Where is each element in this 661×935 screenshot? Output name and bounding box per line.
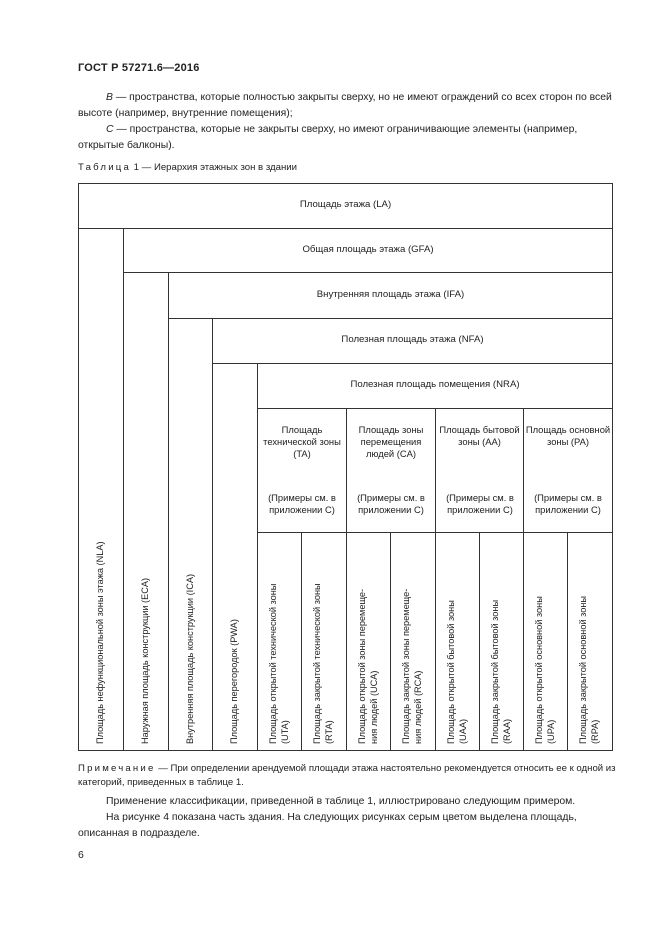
- row-net-floor-area: Полезная площадь этажа (NFA): [341, 334, 484, 345]
- table-note: [78, 762, 618, 790]
- subzone-upa-line1: Площадь открытой основной зоны: [534, 596, 544, 744]
- subzone-rta: [312, 583, 335, 744]
- row-internal-floor-area: Внутренняя площадь этажа (IFA): [316, 289, 465, 300]
- subzone-upa: [534, 596, 557, 744]
- document-header: ГОСТ Р 57271.6—2016: [78, 62, 200, 74]
- vertical-label-nla: Площадь нефункциональной зоны этажа (NLA): [95, 541, 105, 744]
- subzone-uca-line1: Площадь открытой зоны перемеще-: [357, 588, 367, 744]
- intro-text-c: — пространства, которые не закрыты сверху, но имеют ограничивающие элементы (например, открытые балконы).: [78, 124, 578, 151]
- subzone-uca-line2: ния людей (UCA): [368, 670, 379, 744]
- category-primary-examples: (Примеры см. в приложении С): [534, 492, 602, 515]
- subzone-uta-line2: (UTA): [279, 720, 290, 744]
- vertical-label-pwa: Площадь перегородок (PWA): [229, 619, 239, 744]
- subzone-rca: [401, 589, 424, 744]
- row-net-room-area: Полезная площадь помещения (NRA): [350, 379, 520, 390]
- subzone-uaa-line1: Площадь открытой бытовой зоны: [446, 600, 456, 744]
- category-circulation-examples: (Примеры см. в приложении С): [357, 492, 425, 515]
- row-gross-floor-area: Общая площадь этажа (GFA): [302, 244, 434, 255]
- subzone-rca-line2: ния людей (RCA): [412, 670, 423, 744]
- table-caption-label: Таблица: [78, 162, 132, 173]
- vertical-label-eca: Наружная площадь конструкции (ECA): [140, 577, 150, 744]
- body-paragraph-example: Применение классификации, приведенной в таблице 1, иллюстрировано следующим примером.: [106, 796, 576, 807]
- subzone-uta-line1: Площадь открытой технической зоны: [268, 583, 278, 744]
- subzone-rta-line2: (RTA): [323, 720, 334, 744]
- subzone-raa-line1: Площадь закрытой бытовой зоны: [490, 599, 500, 744]
- category-technical-title: Площадь технической зоны (TA): [263, 424, 341, 459]
- subzone-rta-line1: Площадь закрытой технической зоны: [312, 583, 322, 744]
- category-amenity-title: Площадь бытовой зоны (AA): [439, 424, 520, 447]
- vertical-label-ica: Внутренняя площадь конструкции (ICA): [185, 573, 195, 744]
- table-note-text: — При определении арендуемой площади этажа настоятельно рекомендуется относить ее к одной из категорий, приведенных в таблице 1.: [78, 763, 616, 788]
- subzone-uaa: [446, 600, 469, 744]
- subzone-uaa-line2: (UAA): [457, 718, 468, 744]
- category-amenity-examples: (Примеры см. в приложении С): [446, 492, 514, 515]
- subzone-upa-line2: (UPA): [545, 719, 556, 744]
- body-paragraph-figure: На рисунке 4 показана часть здания. На следующих рисунках серым цветом выделена площадь, описанная в подразделе.: [78, 812, 577, 839]
- table-note-label: Примечание: [78, 763, 156, 774]
- category-primary-title: Площадь основной зоны (PA): [525, 424, 611, 447]
- page-number: 6: [78, 849, 84, 861]
- category-circulation-title: Площадь зоны перемещения людей (CA): [358, 424, 424, 459]
- subzone-uta: [268, 584, 291, 744]
- subzone-rpa-line2: (RPA): [589, 719, 600, 744]
- intro-text-b: — пространства, которые полностью закрыты сверху, но не имеют ограждений со всех сторон по всей высоте (например, внутренние помещения);: [78, 92, 612, 119]
- subzone-rpa: [578, 596, 601, 744]
- intro-lead-b: B: [106, 92, 113, 103]
- subzone-rpa-line1: Площадь закрытой основной зоны: [578, 595, 588, 744]
- subzone-raa: [490, 600, 513, 744]
- subzone-raa-line2: (RAA): [501, 718, 512, 744]
- table-caption-text: 1 — Иерархия этажных зон в здании: [131, 162, 297, 173]
- subzone-uca: [357, 589, 380, 744]
- category-technical-examples: (Примеры см. в приложении С): [268, 492, 336, 515]
- row-floor-area: Площадь этажа (LA): [299, 199, 392, 210]
- subzone-rca-line1: Площадь закрытой зоны перемеще-: [401, 588, 411, 744]
- intro-lead-c: C: [106, 124, 114, 135]
